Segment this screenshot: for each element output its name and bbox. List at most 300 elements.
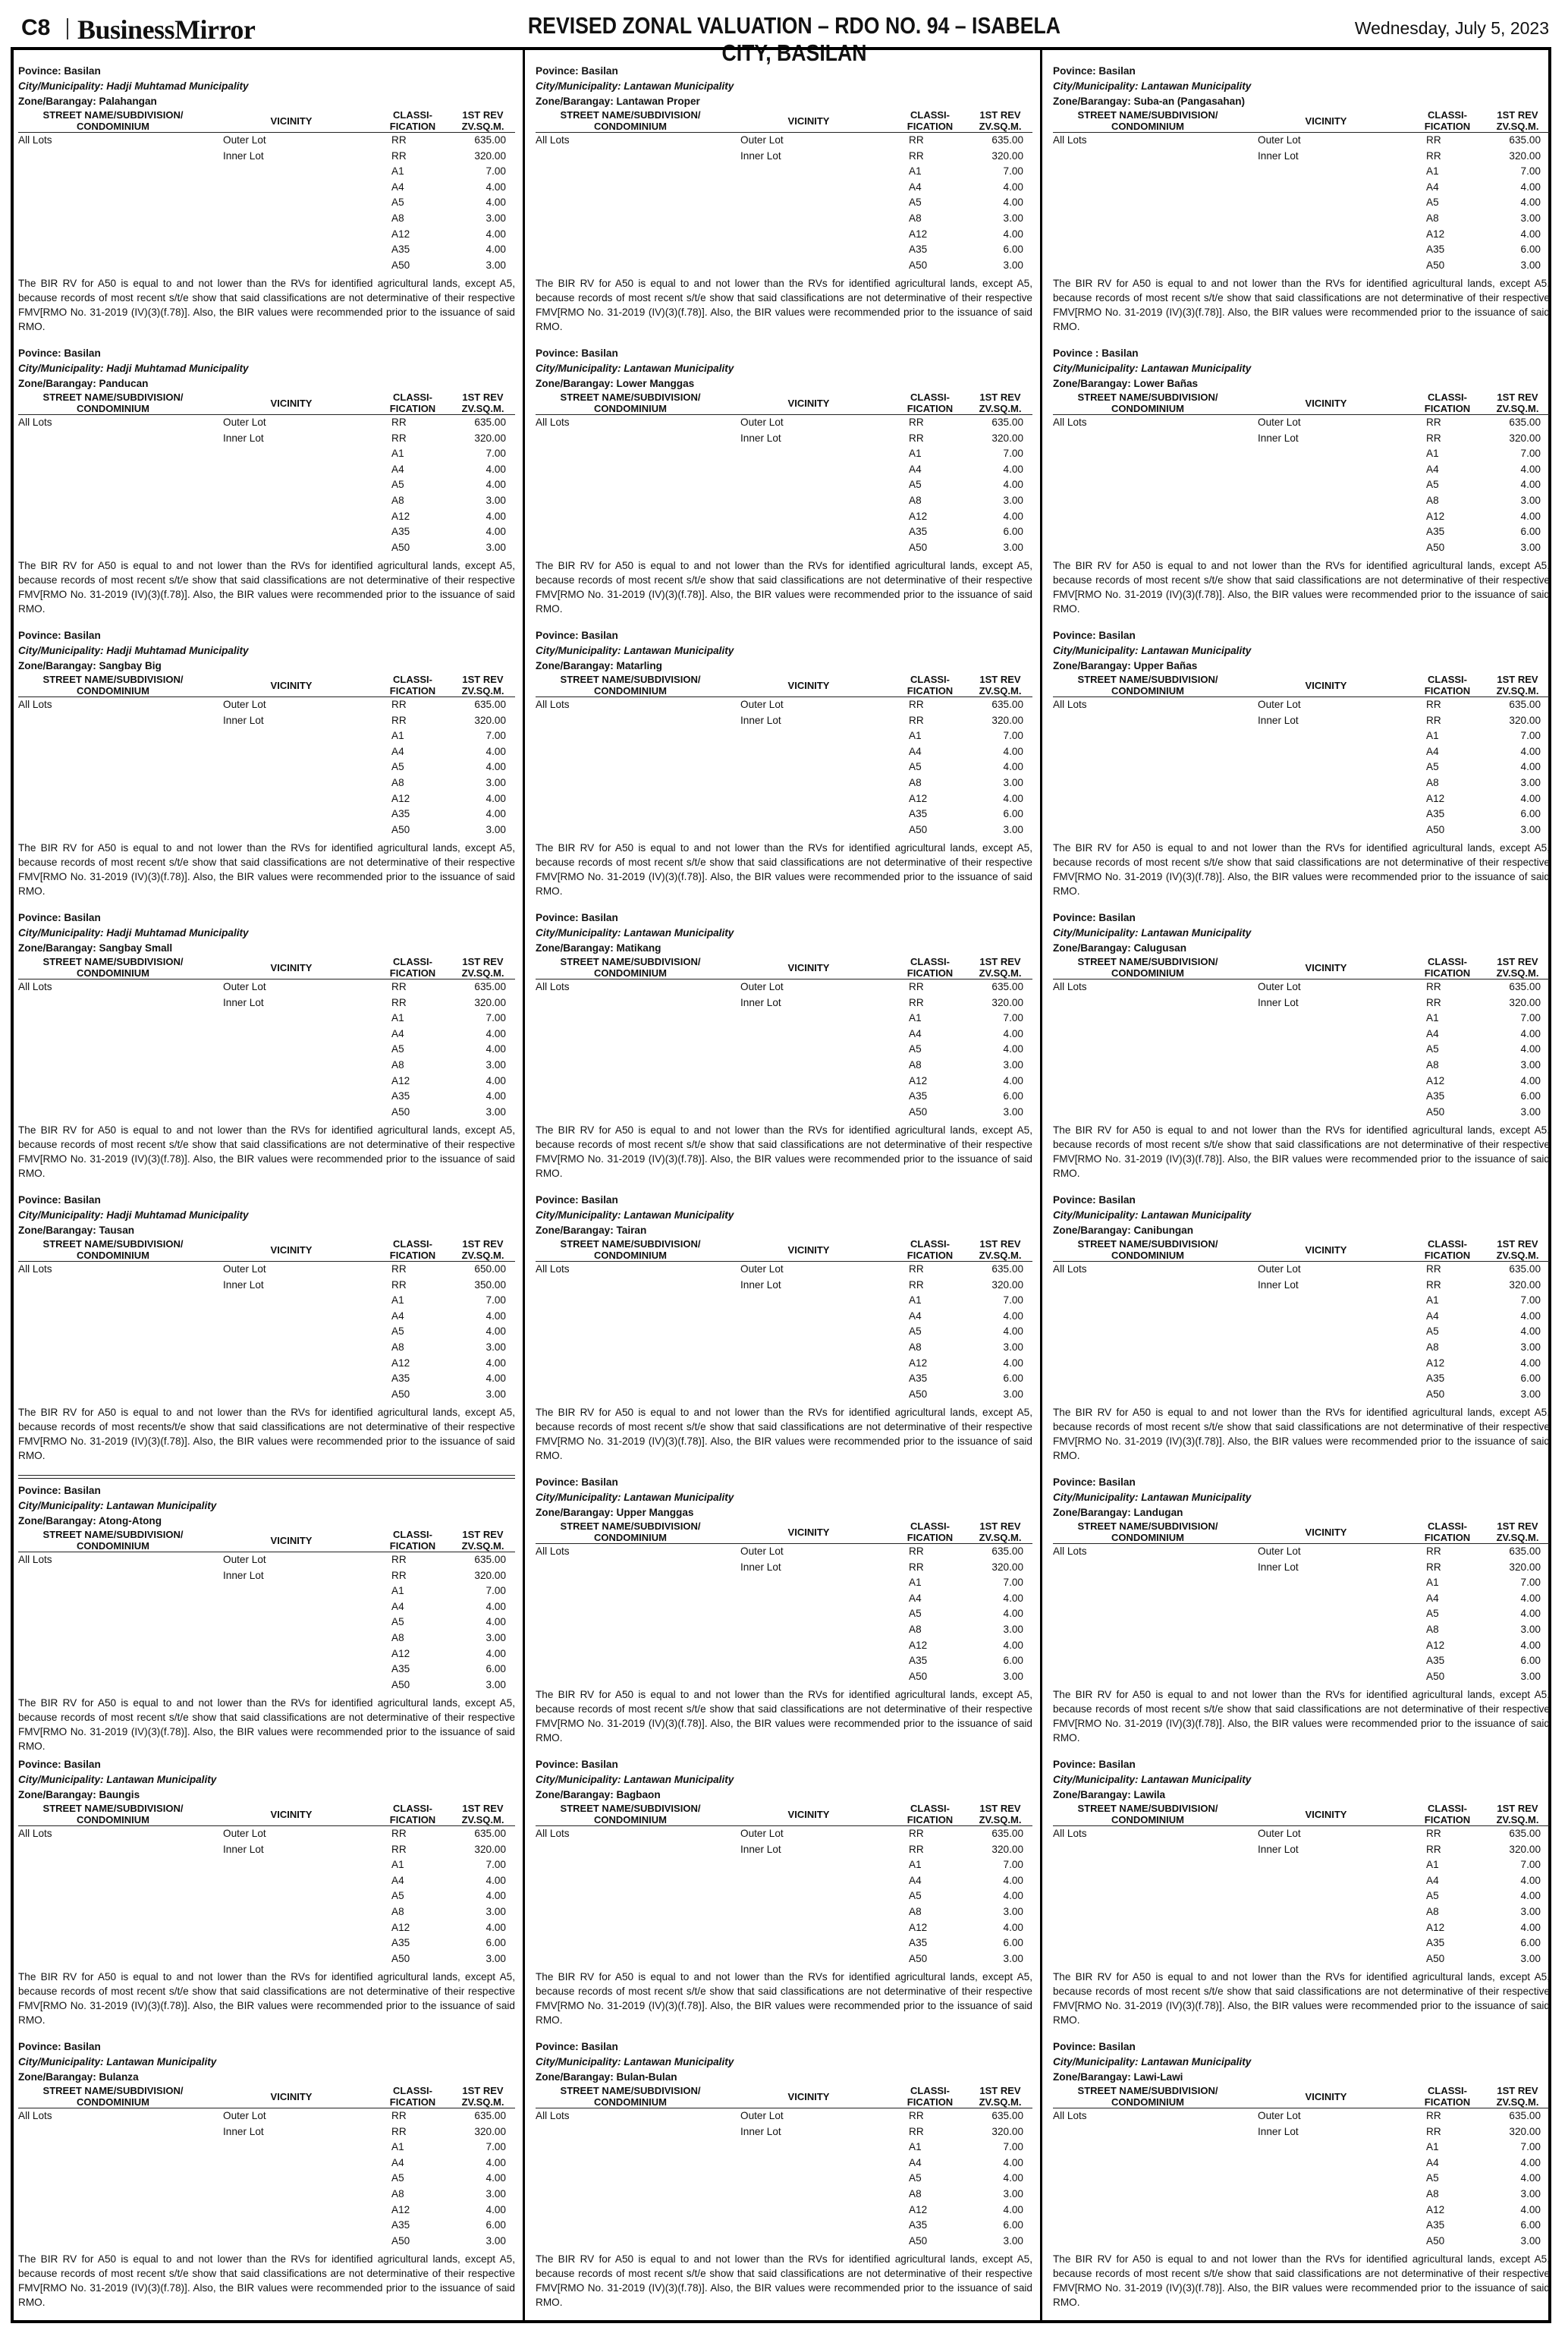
cell-street: All Lots <box>1053 134 1087 146</box>
cell-vicinity: Inner Lot <box>1258 2125 1299 2137</box>
cell-vicinity <box>740 164 892 180</box>
cell-value: 7.00 <box>485 2141 506 2153</box>
cell-vicinity <box>740 1387 892 1403</box>
cell-classification: A5 <box>909 2172 922 2184</box>
cell-vicinity <box>1258 540 1409 556</box>
cell-value: 320.00 <box>1509 714 1541 726</box>
cell-value: 4.00 <box>485 1890 506 1902</box>
cell-street <box>536 540 740 556</box>
cell-classification: RR <box>909 1828 924 1839</box>
cell-vicinity: Outer Lot <box>1258 417 1301 428</box>
cell-vicinity <box>740 1356 892 1372</box>
cell-vicinity <box>223 1904 375 1920</box>
cell-value: 4.00 <box>1003 228 1023 240</box>
cell-street <box>1053 1293 1258 1309</box>
cell-value: 6.00 <box>1003 2219 1023 2231</box>
cell-street <box>536 164 740 180</box>
cell-value: 635.00 <box>474 699 506 710</box>
cell-vicinity: Outer Lot <box>1258 134 1301 146</box>
cell-street <box>1053 1105 1258 1121</box>
table-header <box>1053 1520 1550 1544</box>
cell-value: 3.00 <box>1003 1623 1023 1635</box>
cell-street <box>536 1653 740 1669</box>
table-row <box>536 1356 1032 1372</box>
zone-label: Zone/Barangay: Upper Manggas <box>536 1507 694 1518</box>
cell-classification: A50 <box>1426 2234 1445 2247</box>
header-classification: CLASSI- FICATION <box>1424 1520 1471 1543</box>
cell-value: 320.00 <box>474 714 506 726</box>
cell-street <box>18 1630 223 1646</box>
cell-value: 320.00 <box>991 1561 1023 1573</box>
province-label: Povince: Basilan <box>1053 912 1136 923</box>
cell-street <box>1053 1387 1258 1403</box>
bir-note: The BIR RV for A50 is equal to and not lower than the RVs for identified agricultural lands, except A5, because records of most recent s/t/e show that said classifications are not determinative of their respective FMV[RMO No. 31-2019 (IV)(3)(f.78)]. Also, the BIR values were recommended prior to the issuance of said RMO. <box>1053 1971 1550 2027</box>
bir-note: The BIR RV for A50 is equal to and not lower than the RVs for identified agricultural lands, except A5, because records of most recents/t/e show that said classifications are not determinative of their respective FMV[RMO No. 31-2019 (IV)(3)(f.78)]. Also, the BIR values were recommended prior to the issuance of said RMO. <box>18 1407 515 1462</box>
header-vicinity: VICINITY <box>787 397 830 409</box>
cell-vicinity <box>740 211 892 227</box>
header-classification: CLASSI- FICATION <box>907 1520 954 1543</box>
table-row <box>18 1888 515 1904</box>
table-row <box>18 1042 515 1058</box>
table-row <box>1053 1842 1550 1858</box>
cell-value: 350.00 <box>474 1278 506 1291</box>
cell-value: 3.00 <box>485 776 506 788</box>
table-row <box>1053 211 1550 227</box>
province-label: Povince: Basilan <box>536 630 618 641</box>
cell-classification: A5 <box>909 479 922 491</box>
cell-classification: RR <box>391 2110 407 2121</box>
header-value: 1ST REV ZV.SQ.M. <box>1496 1520 1539 1543</box>
cell-vicinity <box>223 775 375 791</box>
table-row <box>1053 1324 1550 1340</box>
table-row <box>536 979 1032 995</box>
cell-classification: A50 <box>391 1105 410 1118</box>
header-street: STREET NAME/SUBDIVISION/ CONDOMINIUM <box>1077 391 1218 414</box>
cell-street <box>1053 2187 1258 2203</box>
bir-note: The BIR RV for A50 is equal to and not lower than the RVs for identified agricultural lands, except A5, because records of most recent s/t/e show that said classifications are not determinative of their respective FMV[RMO No. 31-2019 (IV)(3)(f.78)]. Also, the BIR values were recommended prior to the issuance of said RMO. <box>536 1689 1032 1744</box>
cell-street <box>536 1575 740 1591</box>
cell-street <box>18 1105 223 1121</box>
table-row <box>1053 493 1550 509</box>
table-header <box>536 2085 1032 2108</box>
cell-street <box>18 1888 223 1904</box>
cell-street <box>1053 493 1258 509</box>
cell-value: 320.00 <box>991 714 1023 726</box>
cell-value: 4.00 <box>485 1310 506 1322</box>
table-row <box>1053 164 1550 180</box>
cell-classification: RR <box>1426 996 1441 1008</box>
zone-label: Zone/Barangay: Suba-an (Pangasahan) <box>1053 96 1246 107</box>
valuation-block <box>1053 2039 1550 2322</box>
cell-vicinity: Inner Lot <box>1258 1843 1299 1855</box>
cell-street <box>536 524 740 540</box>
cell-value: 3.00 <box>1003 823 1023 835</box>
cell-classification: A50 <box>391 1952 410 1964</box>
cell-classification: A4 <box>909 181 922 193</box>
table-row <box>1053 540 1550 556</box>
table-row <box>1053 431 1550 447</box>
cell-vicinity: Inner Lot <box>223 1278 264 1291</box>
table-row <box>18 744 515 760</box>
cell-classification: RR <box>1426 981 1441 992</box>
cell-value: 635.00 <box>1509 1545 1541 1557</box>
header-classification: CLASSI- FICATION <box>1424 391 1471 414</box>
cell-classification: RR <box>391 699 407 710</box>
table-row <box>536 1262 1032 1278</box>
table-row <box>1053 791 1550 807</box>
cell-value: 635.00 <box>474 1828 506 1839</box>
cell-classification: A35 <box>391 526 410 538</box>
cell-vicinity <box>1258 2171 1409 2187</box>
cell-value: 7.00 <box>485 448 506 460</box>
table-row <box>1053 1622 1550 1638</box>
page-title: REVISED ZONAL VALUATION – RDO NO. 94 – ISABELA CITY, BASILAN <box>527 12 1061 66</box>
cell-value: 3.00 <box>485 2187 506 2200</box>
table-row <box>18 1826 515 1842</box>
province-label: Povince: Basilan <box>1053 1194 1136 1206</box>
cell-street <box>1053 1371 1258 1387</box>
cell-classification: A12 <box>391 1647 410 1659</box>
cell-value: 3.00 <box>1003 1341 1023 1353</box>
header-value: 1ST REV ZV.SQ.M. <box>1496 2085 1539 2108</box>
cell-vicinity <box>1258 1074 1409 1090</box>
cell-value: 635.00 <box>1509 1263 1541 1275</box>
table-header <box>18 1238 515 1262</box>
cell-value: 3.00 <box>1520 823 1541 835</box>
province-label: Povince: Basilan <box>18 65 101 77</box>
cell-vicinity <box>223 477 375 493</box>
cell-street <box>536 1638 740 1654</box>
cell-street <box>1053 775 1258 791</box>
table-row <box>18 2218 515 2234</box>
table-row <box>536 227 1032 243</box>
cell-street: All Lots <box>536 1545 570 1557</box>
cell-classification: A4 <box>909 1592 922 1604</box>
cell-vicinity <box>223 1935 375 1951</box>
table-row <box>536 791 1032 807</box>
cell-value: 6.00 <box>1003 244 1023 256</box>
cell-value: 4.00 <box>485 2172 506 2184</box>
cell-street <box>18 1089 223 1105</box>
cell-vicinity <box>740 2203 892 2218</box>
cell-street: All Lots <box>1053 981 1087 992</box>
cell-classification: RR <box>909 1545 924 1557</box>
cell-value: 320.00 <box>1509 1561 1541 1573</box>
header-value: 1ST REV ZV.SQ.M. <box>461 674 504 696</box>
cell-vicinity <box>223 1356 375 1372</box>
cell-value: 7.00 <box>485 1012 506 1024</box>
cell-classification: A35 <box>909 1937 928 1949</box>
column-divider <box>523 50 525 2320</box>
table-row <box>536 180 1032 196</box>
cell-classification: A5 <box>1426 1608 1439 1620</box>
table-row <box>1053 1638 1550 1654</box>
cell-street <box>536 1606 740 1622</box>
cell-value: 4.00 <box>1003 1921 1023 1933</box>
table-row <box>18 1552 515 1568</box>
valuation-block <box>18 1757 515 2039</box>
cell-classification: A4 <box>1426 1310 1439 1322</box>
valuation-block <box>1053 628 1550 910</box>
cell-street <box>18 2218 223 2234</box>
table-row <box>536 1105 1032 1121</box>
cell-street <box>18 1646 223 1662</box>
cell-classification: A5 <box>391 1616 404 1628</box>
table-row <box>1053 1074 1550 1090</box>
table-row <box>18 2155 515 2171</box>
cell-value: 4.00 <box>485 1074 506 1086</box>
valuation-block <box>536 1757 1032 2039</box>
cell-value: 4.00 <box>1003 2156 1023 2168</box>
cell-value: 3.00 <box>1520 1952 1541 1964</box>
header-vicinity: VICINITY <box>270 2090 313 2102</box>
zone-label: Zone/Barangay: Upper Bañas <box>1053 660 1198 671</box>
bir-note: The BIR RV for A50 is equal to and not lower than the RVs for identified agricultural lands, except A5, because records of most recent s/t/e show that said classifications are not determinative of their respective FMV[RMO No. 31-2019 (IV)(3)(f.78)]. Also, the BIR values were recommended prior to the issuance of said RMO. <box>18 1697 515 1753</box>
cell-street <box>1053 713 1258 729</box>
cell-value: 4.00 <box>1003 197 1023 209</box>
cell-street <box>18 791 223 807</box>
cell-classification: A1 <box>909 1859 922 1871</box>
cell-classification: A4 <box>391 745 404 757</box>
table-header <box>536 956 1032 979</box>
table-row <box>18 807 515 822</box>
cell-street <box>18 462 223 478</box>
cell-classification: A8 <box>909 212 922 224</box>
cell-value: 6.00 <box>1520 1937 1541 1949</box>
bir-note: The BIR RV for A50 is equal to and not lower than the RVs for identified agricultural lands, except A5, because records of most recent s/t/e show that said classifications are not determinative of their respective FMV[RMO No. 31-2019 (IV)(3)(f.78)]. Also, the BIR values were recommended prior to the issuance of said RMO. <box>1053 1407 1550 1462</box>
header-street: STREET NAME/SUBDIVISION/ CONDOMINIUM <box>42 1238 184 1261</box>
cell-vicinity <box>1258 1324 1409 1340</box>
cell-value: 3.00 <box>485 1905 506 1917</box>
header-classification: CLASSI- FICATION <box>389 2085 436 2108</box>
cell-street <box>536 1935 740 1951</box>
table-row <box>536 540 1032 556</box>
cell-classification: A8 <box>1426 2187 1439 2200</box>
table-row <box>536 2171 1032 2187</box>
cell-value: 3.00 <box>485 259 506 271</box>
cell-vicinity: Inner Lot <box>223 2125 264 2137</box>
cell-vicinity: Outer Lot <box>1258 1828 1301 1839</box>
cell-classification: RR <box>1426 1545 1441 1557</box>
table-row <box>536 1278 1032 1294</box>
table-row <box>18 1324 515 1340</box>
cell-street <box>18 807 223 822</box>
cell-vicinity <box>1258 1591 1409 1607</box>
cell-classification: A50 <box>1426 823 1445 835</box>
cell-value: 4.00 <box>1003 745 1023 757</box>
cell-value: 3.00 <box>1520 494 1541 506</box>
cell-classification: RR <box>391 714 407 726</box>
cell-street <box>18 775 223 791</box>
cell-classification: A12 <box>1426 1357 1445 1369</box>
city-label: City/Municipality: Hadji Muhtamad Municipality <box>18 1209 249 1221</box>
cell-street <box>1053 728 1258 744</box>
cell-classification: RR <box>909 1263 924 1275</box>
cell-value: 4.00 <box>485 1616 506 1628</box>
valuation-block <box>1053 1757 1550 2039</box>
header-vicinity: VICINITY <box>787 2090 830 2102</box>
page-header <box>17 8 1549 66</box>
cell-classification: A50 <box>391 1388 410 1400</box>
cell-classification: A35 <box>391 1090 410 1102</box>
cell-vicinity <box>740 1904 892 1920</box>
header-vicinity: VICINITY <box>1305 397 1347 409</box>
cell-street <box>536 180 740 196</box>
header-street: STREET NAME/SUBDIVISION/ CONDOMINIUM <box>42 956 184 979</box>
cell-classification: RR <box>909 1843 924 1855</box>
cell-street <box>18 149 223 165</box>
cell-street <box>1053 1920 1258 1936</box>
header-vicinity: VICINITY <box>1305 961 1347 973</box>
cell-vicinity <box>1258 1857 1409 1873</box>
table-row <box>18 1011 515 1027</box>
cell-classification: RR <box>391 1263 407 1275</box>
cell-vicinity <box>223 1371 375 1387</box>
cell-classification: RR <box>909 699 924 710</box>
table-row <box>1053 2155 1550 2171</box>
cell-vicinity <box>1258 509 1409 525</box>
header-classification: CLASSI- FICATION <box>1424 109 1471 132</box>
cell-value: 4.00 <box>1003 1639 1023 1651</box>
table-row <box>536 477 1032 493</box>
cell-classification: A50 <box>909 259 928 271</box>
cell-vicinity: Outer Lot <box>223 981 266 992</box>
province-label: Povince: Basilan <box>536 2041 618 2052</box>
cell-value: 7.00 <box>485 730 506 742</box>
cell-value: 4.00 <box>1520 1325 1541 1338</box>
header-street: STREET NAME/SUBDIVISION/ CONDOMINIUM <box>42 2085 184 2108</box>
header-street: STREET NAME/SUBDIVISION/ CONDOMINIUM <box>42 1529 184 1552</box>
header-classification: CLASSI- FICATION <box>907 1238 954 1261</box>
cell-classification: A50 <box>1426 1388 1445 1400</box>
cell-classification: A5 <box>909 761 922 773</box>
cell-value: 4.00 <box>1003 1027 1023 1039</box>
header-classification: CLASSI- FICATION <box>907 2085 954 2108</box>
cell-street <box>536 759 740 775</box>
table-row <box>1053 524 1550 540</box>
cell-vicinity <box>740 2187 892 2203</box>
cell-value: 4.00 <box>485 1647 506 1659</box>
cell-street <box>1053 1356 1258 1372</box>
table-header <box>536 1520 1032 1544</box>
table-row <box>18 1340 515 1356</box>
cell-vicinity <box>1258 1027 1409 1042</box>
table-row <box>536 1622 1032 1638</box>
cell-classification: A5 <box>909 1608 922 1620</box>
page-number: C8 <box>21 15 51 40</box>
cell-vicinity <box>1258 775 1409 791</box>
header-value: 1ST REV ZV.SQ.M. <box>461 109 504 132</box>
table-row <box>1053 1888 1550 1904</box>
cell-vicinity: Outer Lot <box>740 1545 784 1557</box>
cell-street: All Lots <box>18 1263 52 1275</box>
cell-vicinity <box>223 2234 375 2250</box>
cell-value: 3.00 <box>485 494 506 506</box>
table-row <box>18 462 515 478</box>
cell-street <box>1053 2171 1258 2187</box>
cell-street <box>1053 1042 1258 1058</box>
cell-classification: A1 <box>1426 448 1439 460</box>
table-row <box>536 713 1032 729</box>
cell-vicinity <box>740 242 892 258</box>
cell-street: All Lots <box>1053 2110 1087 2121</box>
bir-note: The BIR RV for A50 is equal to and not lower than the RVs for identified agricultural lands, except A5, because records of most recent s/t/e show that said classifications are not determinative of their respective FMV[RMO No. 31-2019 (IV)(3)(f.78)]. Also, the BIR values were recommended prior to the issuance of said RMO. <box>536 1971 1032 2027</box>
cell-classification: A35 <box>1426 244 1445 256</box>
header-vicinity: VICINITY <box>1305 1244 1347 1256</box>
table-row <box>536 1951 1032 1967</box>
zone-label: Zone/Barangay: Lower Bañas <box>1053 378 1199 389</box>
cell-vicinity <box>1258 822 1409 838</box>
cell-street <box>536 1669 740 1685</box>
table-row <box>536 1371 1032 1387</box>
cell-value: 3.00 <box>485 2234 506 2247</box>
cell-vicinity <box>1258 462 1409 478</box>
valuation-block <box>18 1193 515 1475</box>
cell-value: 3.00 <box>1003 1058 1023 1071</box>
cell-street <box>536 2218 740 2234</box>
cell-classification: A4 <box>1426 1027 1439 1039</box>
table-row <box>18 995 515 1011</box>
table-row <box>536 1560 1032 1576</box>
cell-value: 4.00 <box>1520 745 1541 757</box>
cell-classification: A5 <box>909 1890 922 1902</box>
cell-street <box>1053 258 1258 274</box>
cell-street <box>1053 431 1258 447</box>
zone-label: Zone/Barangay: Matarling <box>536 660 662 671</box>
table-row <box>536 149 1032 165</box>
table-row <box>536 2108 1032 2124</box>
table-header <box>1053 2085 1550 2108</box>
bir-note: The BIR RV for A50 is equal to and not lower than the RVs for identified agricultural lands, except A5, because records of most recent s/t/e show that said classifications are not determinative of their respective FMV[RMO No. 31-2019 (IV)(3)(f.78)]. Also, the BIR values were recommended prior to the issuance of said RMO. <box>18 560 515 615</box>
table-row <box>1053 1027 1550 1042</box>
cell-classification: RR <box>391 417 407 428</box>
cell-value: 4.00 <box>485 745 506 757</box>
cell-vicinity: Outer Lot <box>740 1263 784 1275</box>
cell-vicinity <box>223 1662 375 1678</box>
cell-street <box>18 540 223 556</box>
cell-classification: A1 <box>391 1012 404 1024</box>
publication-date: Wednesday, July 5, 2023 <box>1354 18 1549 38</box>
table-row <box>1053 1857 1550 1873</box>
cell-vicinity <box>740 775 892 791</box>
cell-value: 6.00 <box>1003 1655 1023 1667</box>
cell-value: 7.00 <box>1003 1859 1023 1871</box>
table-row <box>536 1857 1032 1873</box>
cell-street <box>1053 180 1258 196</box>
cell-classification: RR <box>909 134 924 146</box>
cell-classification: A8 <box>909 1905 922 1917</box>
table-row <box>1053 2108 1550 2124</box>
cell-vicinity <box>740 509 892 525</box>
cell-vicinity <box>223 1105 375 1121</box>
header-street: STREET NAME/SUBDIVISION/ CONDOMINIUM <box>1077 674 1218 696</box>
cell-value: 4.00 <box>485 1921 506 1933</box>
valuation-block <box>536 628 1032 910</box>
cell-street: All Lots <box>536 134 570 146</box>
province-label: Povince: Basilan <box>18 1194 101 1206</box>
cell-street <box>18 227 223 243</box>
table-header <box>1053 956 1550 979</box>
cell-street <box>18 446 223 462</box>
cell-street: All Lots <box>536 699 570 710</box>
table-row <box>18 1105 515 1121</box>
table-row <box>1053 446 1550 462</box>
cell-vicinity <box>223 195 375 211</box>
cell-value: 7.00 <box>1520 165 1541 178</box>
cell-vicinity <box>740 2234 892 2250</box>
cell-classification: A35 <box>1426 1373 1445 1385</box>
cell-street <box>18 1951 223 1967</box>
